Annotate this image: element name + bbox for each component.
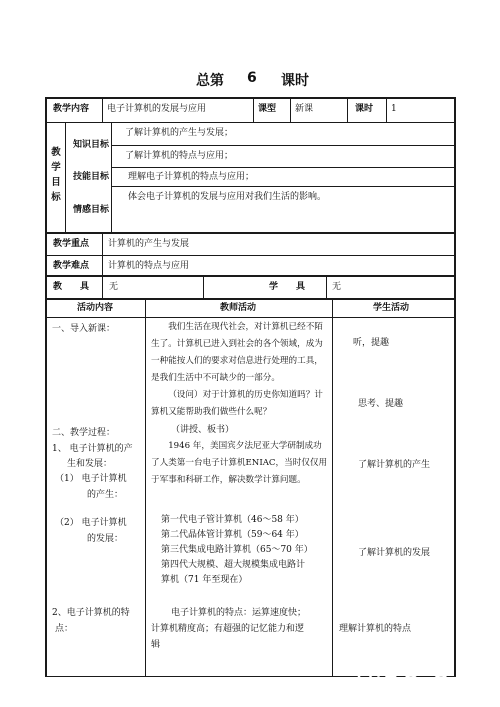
teacher-para-intro: 我们生活在现代社会，对计算机已经不陌生了。计算机已进入到社会的各个领域，成为一种能按人们的要求对信息进行处理的工具，是我们生活中不可缺少的一部分。 [151, 322, 323, 383]
teacher-activity-header: 教师活动 [220, 303, 257, 313]
teach-content-value: 电子计算机的发展与应用 [107, 104, 207, 114]
generation-3: 第三代集成电路计算机（65～70 年） [161, 545, 313, 555]
teacher-method: （讲授、板书） [171, 425, 235, 435]
title-ke-shi: 课时 [281, 73, 309, 89]
rule [111, 145, 455, 146]
rule [203, 275, 204, 299]
activity-content-header: 活动内容 [77, 303, 114, 313]
teach-content-label: 教学内容 [53, 104, 90, 114]
rule [45, 122, 455, 123]
knowledge-goal-label: 知识目标 [73, 140, 110, 150]
student-activity-5: 理解计算机的特点 [339, 624, 412, 634]
rule [102, 232, 103, 299]
skill-goal-value: 理解电子计算机的特点与应用； [128, 172, 255, 182]
sub2-line2: 的发展： [87, 534, 124, 544]
student-activity-4: 了解计算机的发展 [358, 548, 431, 558]
rule [111, 167, 455, 168]
rule [45, 275, 455, 277]
rule [326, 275, 327, 299]
knowledge-goal-1: 了解计算机的产生与发展； [125, 128, 234, 138]
rule [145, 298, 146, 677]
goals-label: 教 学 目 标 [51, 147, 61, 203]
difficulty-label: 教学难点 [53, 261, 90, 271]
hours-value: 1 [391, 104, 397, 114]
aids-label: 学 具 [269, 282, 306, 292]
rule [45, 97, 47, 677]
student-activity-3: 了解计算机的产生 [358, 460, 431, 470]
item2-line1: 2、电子计算机的特 [52, 608, 130, 618]
item1-line2: 生和发展： [67, 459, 113, 469]
sub1-line1: （1） 电子计算机 [55, 474, 127, 484]
features-line1: 电子计算机的特点：运算速度快； [171, 608, 307, 618]
tools-value: 无 [109, 282, 119, 292]
generation-2: 第二代晶体管计算机（59～64 年） [161, 530, 304, 540]
aids-value: 无 [332, 282, 342, 292]
item2-line2: 点： [55, 624, 74, 634]
emotion-goal-value: 体会电子计算机的发展与应用对我们生活的影响。 [128, 192, 327, 202]
focus-label: 教学重点 [53, 239, 90, 249]
title-lesson-number: 6 [247, 70, 257, 86]
rule [386, 97, 387, 123]
rule [45, 298, 455, 300]
rule [290, 97, 291, 123]
title-zong-di: 总第 [196, 73, 224, 89]
teacher-para-eniac: 1946 年，美国宾夕法尼亚大学研制成功了人类第一台电子计算机ENIAC，当时仅仅用于军事和科研工作，解决数学计算问题。 [151, 441, 328, 485]
rule [347, 97, 348, 123]
lesson-type-value: 新课 [295, 104, 314, 114]
item1-line1: 1、 电子计算机的产 [52, 444, 133, 454]
emotion-goal-label: 情感目标 [73, 205, 110, 215]
knowledge-goal-2: 了解计算机的特点与应用； [125, 151, 234, 161]
generation-4-line1: 第四代大规模、超大规模集成电路计 [161, 560, 306, 570]
rule [45, 317, 455, 318]
rule [332, 298, 333, 677]
rule [111, 122, 112, 233]
student-activity-1: 听，提趣 [353, 338, 390, 348]
student-activity-2: 思考、提趣 [358, 399, 404, 409]
generation-1: 第一代电子管计算机（46～58 年） [161, 515, 304, 525]
rule [102, 97, 103, 123]
rule [45, 97, 455, 99]
lesson-plan-table [45, 97, 455, 677]
sub2-line1: （2） 电子计算机 [55, 518, 127, 528]
rule [111, 186, 455, 187]
difficulty-value: 计算机的特点与应用 [108, 261, 190, 271]
generation-4-line2: 算机（71 年至现在） [161, 575, 248, 585]
rule [45, 255, 455, 256]
page-title [0, 68, 500, 92]
rule [253, 97, 254, 123]
rule [454, 97, 456, 677]
intro-heading: 一、导入新课： [52, 324, 116, 334]
teacher-para-question: （设问）对于计算机的历史你知道吗？计算机又能帮助我们做些什么呢？ [151, 390, 323, 417]
features-line2: 计算机精度高；有超强的记忆能力和逻 [151, 624, 305, 634]
hours-label: 课时 [355, 104, 374, 114]
lesson-type-label: 课型 [258, 104, 277, 114]
focus-value: 计算机的产生与发展 [108, 239, 190, 249]
rule [45, 232, 455, 234]
rule [65, 122, 66, 233]
watermark-logo: UiBQ.CoM [355, 670, 488, 699]
student-activity-header: 学生活动 [373, 303, 410, 313]
features-line3: 辑 [151, 640, 161, 650]
process-heading: 二、教学过程： [52, 428, 116, 438]
skill-goal-label: 技能目标 [73, 172, 110, 182]
sub1-line2: 的产生： [87, 490, 124, 500]
tools-label: 教 具 [53, 282, 90, 292]
